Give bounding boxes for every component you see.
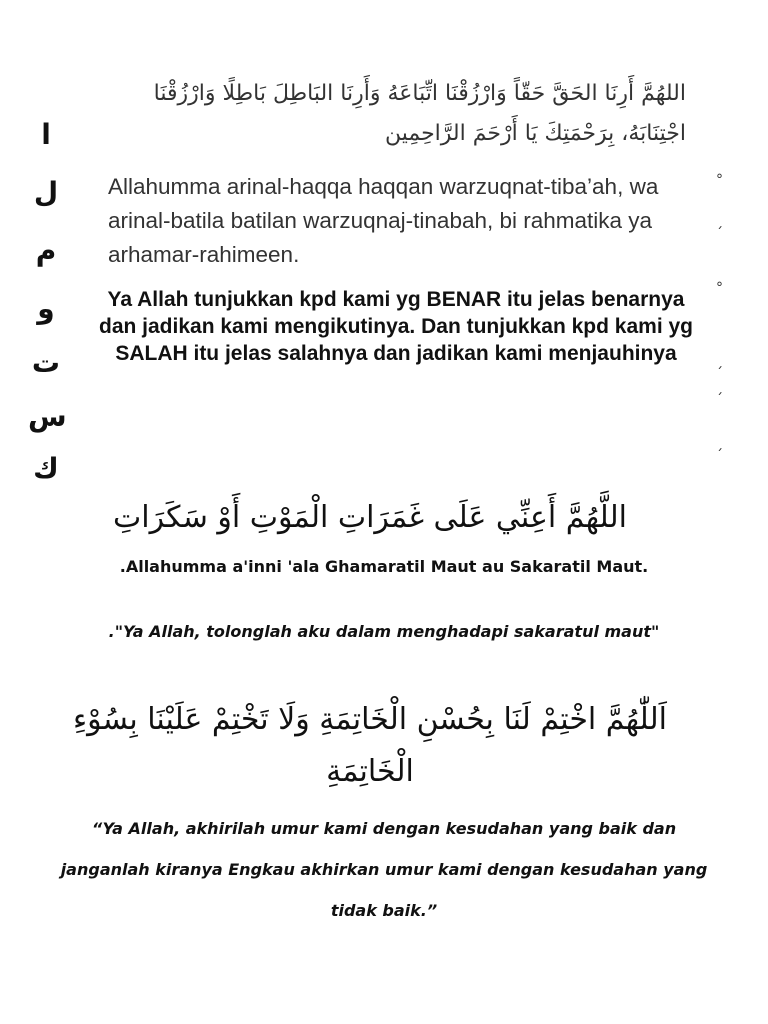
- dua1-arabic-text: اللهُمَّ أَرِنَا الحَقَّ حَقّاً وَارْزُقْنَا اتِّبَاعَهُ وَأَرِنَا البَاطِلَ بَاطِلًا وَارْزُقْنَا اجْتِنَابَهُ، بِرَحْمَتِكَ يَا أَرْحَمَ الرَّاحِمِين: [153, 81, 686, 146]
- side-letter: و: [37, 292, 55, 325]
- side-mark: ˊ: [716, 392, 723, 408]
- side-letter: ل: [33, 176, 59, 209]
- side-letter: ك: [33, 452, 59, 485]
- dua3-meaning: “Ya Allah, akhirilah umur kami dengan kesudahan yang baik dan janganlah kiranya Engkau akhirkan umur kami dengan kesudahan yang tidak baik.”: [60, 819, 708, 920]
- dua1-transliteration: Allahumma arinal-haqqa haqqan warzuqnat-tiba’ah, wa arinal-batila batilan warzuqnaj-tinabah, bi rahmatika ya arhamar-rahimeen.: [108, 174, 659, 267]
- dua3-arabic-text: اَللّٰهُمَّ اخْتِمْ لَنَا بِحُسْنِ الْخَاتِمَةِ وَلَا تَخْتِمْ عَلَيْنَا بِسُوْءِ الْخَاتِمَةِ: [73, 702, 667, 789]
- side-letter: م: [35, 234, 57, 267]
- side-letter: س: [28, 400, 67, 433]
- side-mark: °: [716, 280, 723, 296]
- dua1-meaning: Ya Allah tunjukkan kpd kami yg BENAR itu jelas benarnya dan jadikan kami mengikutinya. Dan tunjukkan kpd kami yg SALAH itu jelas salahnya dan jadikan kami menjauhinya: [99, 288, 693, 365]
- side-mark: ˊ: [716, 448, 723, 464]
- side-letter: ا: [41, 118, 51, 151]
- dua2-transliteration: .Allahumma a'inni 'ala Ghamaratil Maut au Sakaratil Maut.: [119, 557, 649, 576]
- side-mark: °: [716, 172, 723, 188]
- side-mark: ˊ: [716, 366, 723, 382]
- dua2-meaning: ."Ya Allah, tolonglah aku dalam menghadapi sakaratul maut": [108, 622, 660, 641]
- dua2-arabic-text: اللَّهُمَّ أَعِنِّي عَلَى غَمَرَاتِ الْمَوْتِ أَوْ سَكَرَاتِ: [113, 500, 627, 535]
- side-letter: ت: [31, 346, 61, 379]
- side-mark: ˊ: [716, 226, 723, 242]
